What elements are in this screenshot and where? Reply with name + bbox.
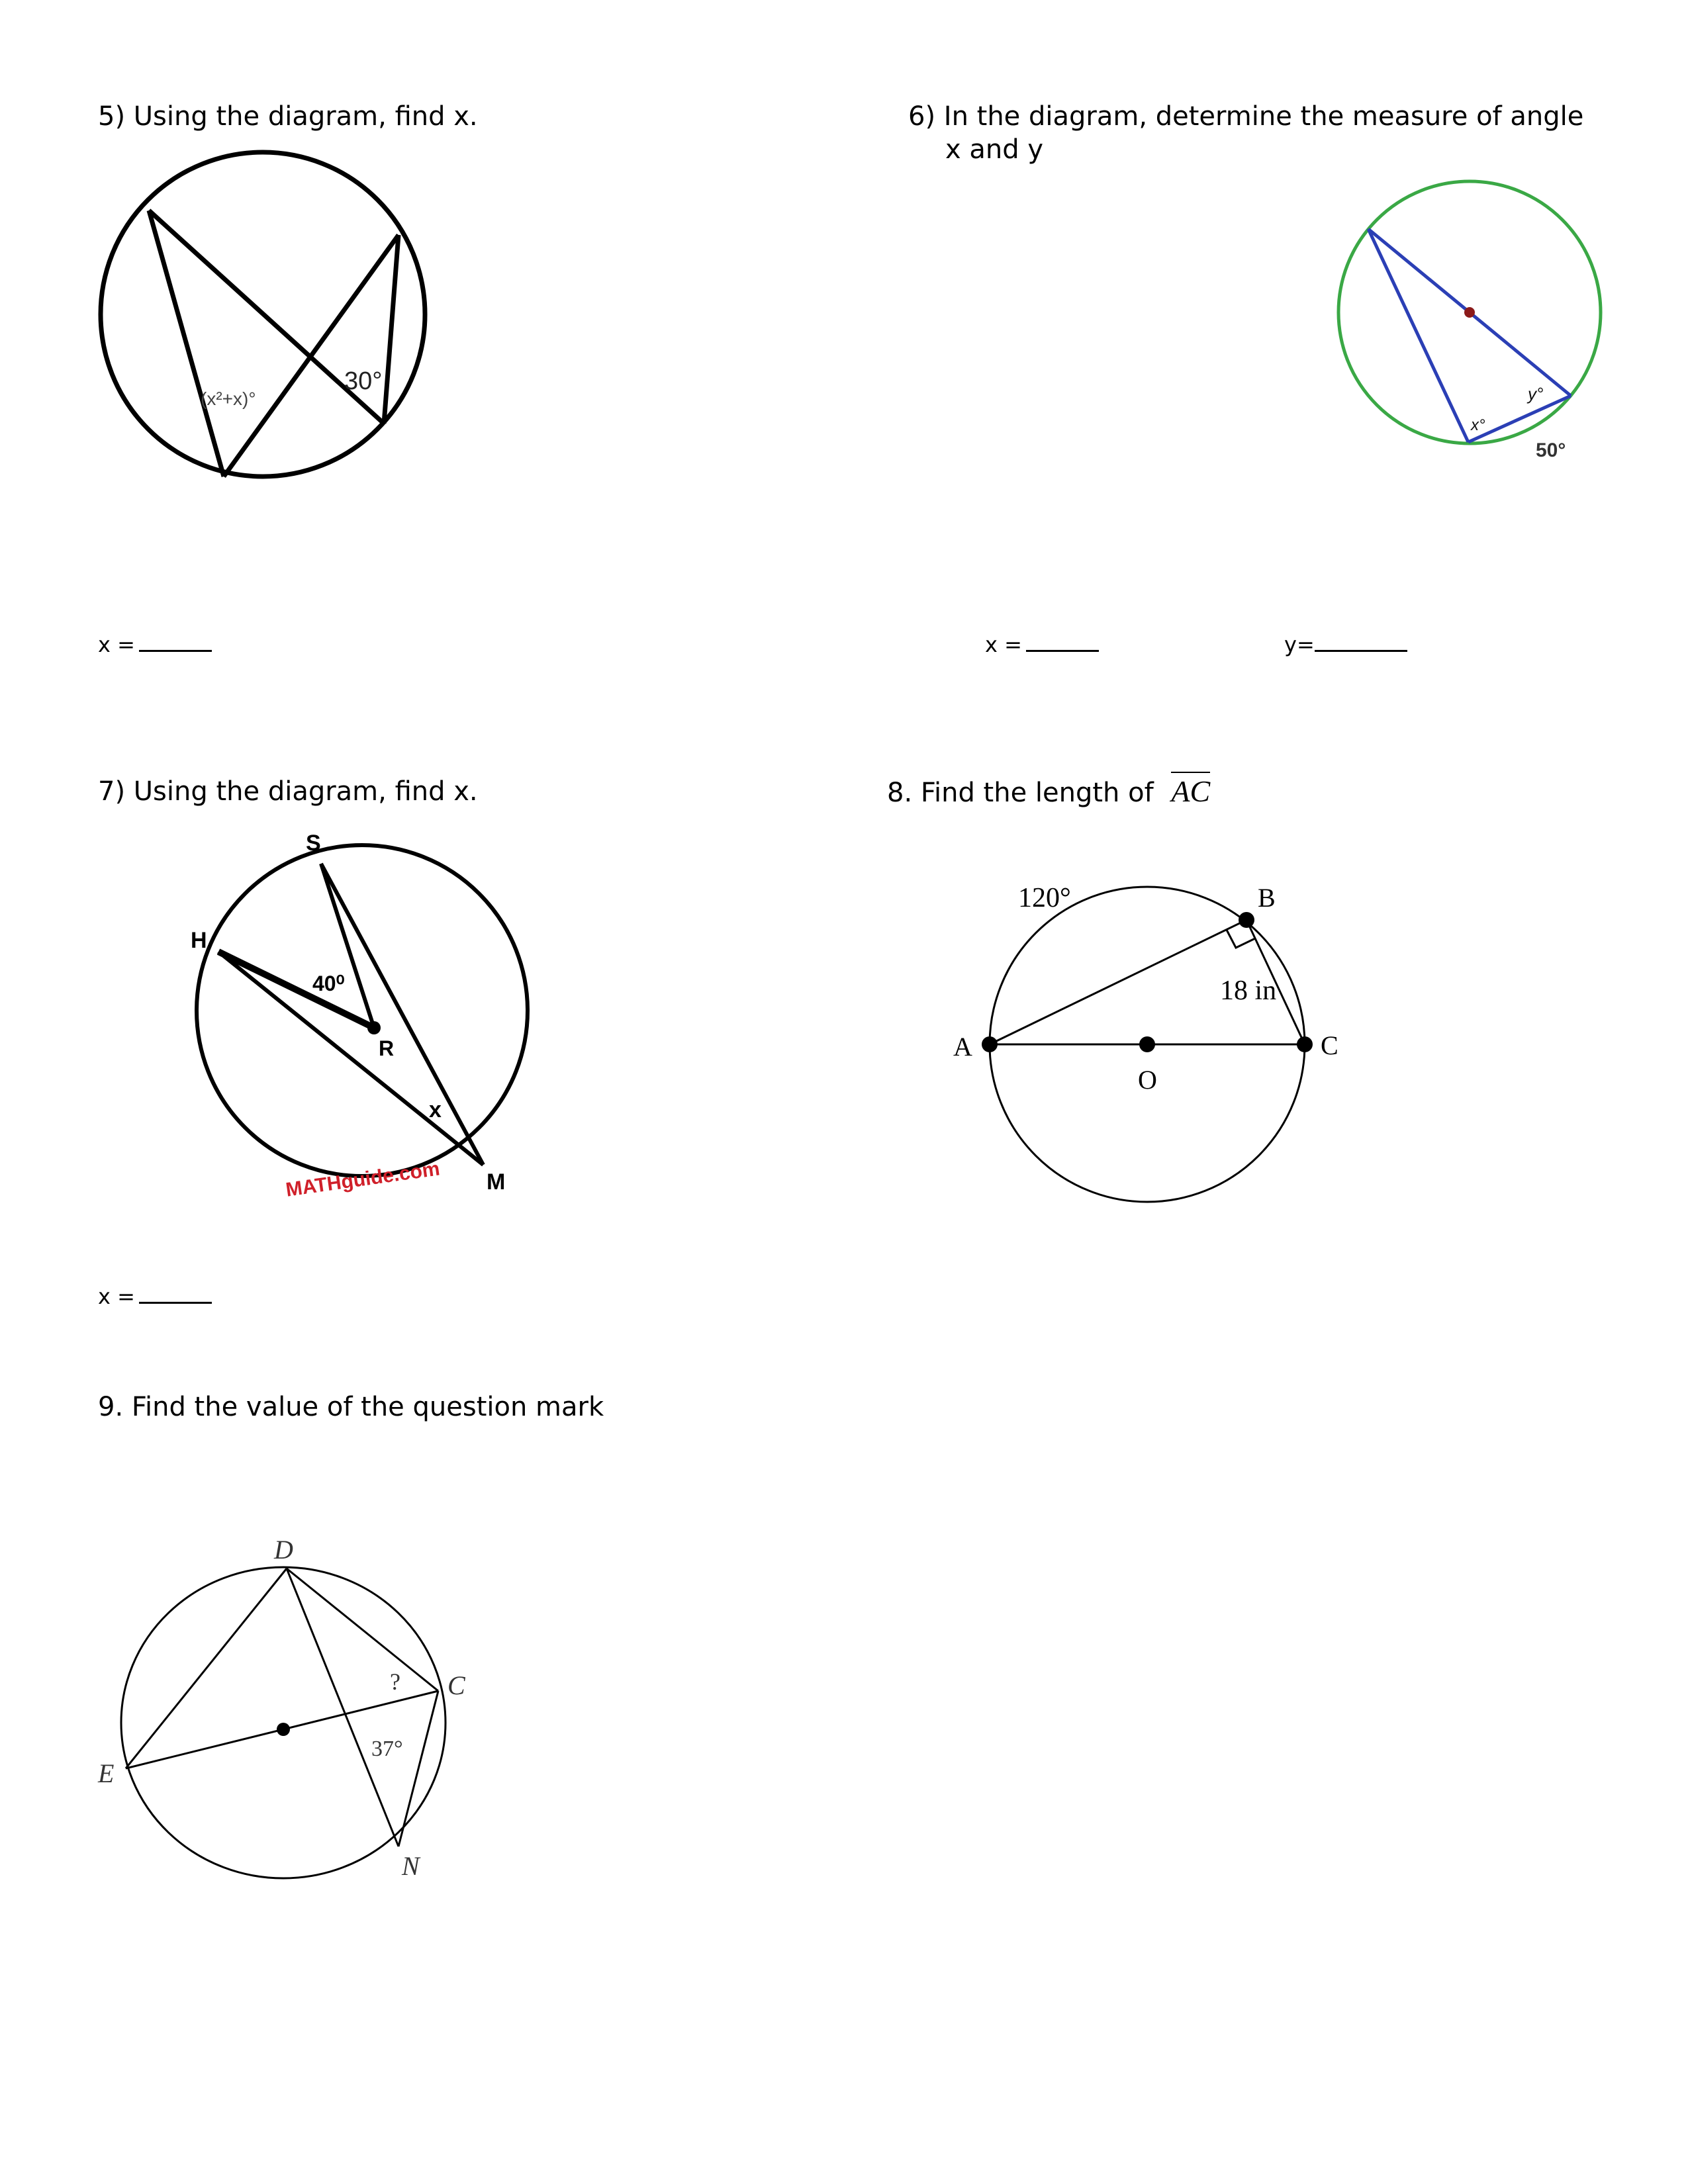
q9-chord-DC: [287, 1569, 438, 1691]
q8-label-arc: 120°: [1018, 883, 1071, 913]
q5-answer[interactable]: [98, 632, 212, 657]
q7-watermark: MATHguide.com: [284, 1158, 442, 1201]
q8-prompt-text: 8. Find the length of: [887, 778, 1154, 808]
q8-label-O: O: [1138, 1065, 1157, 1095]
q8-point-B: [1239, 912, 1254, 928]
q5-chord-3: [224, 235, 399, 477]
q9-chord-DE: [126, 1569, 287, 1768]
q6-center-dot: [1464, 307, 1475, 318]
q8-chord-BC: [1246, 920, 1305, 1044]
q6-label-x: x°: [1471, 416, 1485, 434]
q5-chord-4: [384, 235, 399, 424]
q7-circle: [197, 845, 528, 1176]
q8-chord-AB: [990, 920, 1246, 1044]
q9-circle: [121, 1567, 445, 1878]
q6-side-left: [1368, 229, 1468, 442]
q6-answer-x-label: x =: [985, 632, 1022, 657]
q8-label-C: C: [1321, 1030, 1338, 1060]
q5-chord-2: [149, 210, 384, 424]
q7-label-R: R: [379, 1036, 395, 1060]
q9-center-dot: [277, 1723, 290, 1736]
q6-answer-y-label: y=: [1284, 632, 1315, 657]
q7-label-S: S: [306, 831, 321, 856]
q9-label-q: ?: [390, 1668, 400, 1695]
q6-label-y: y°: [1528, 384, 1544, 404]
q5-prompt: 5) Using the diagram, find x.: [98, 101, 478, 132]
q8-label-B: B: [1258, 883, 1276, 913]
q5-answer-blank[interactable]: [139, 646, 212, 652]
q7-answer[interactable]: [98, 1284, 212, 1309]
q6-answer-x[interactable]: [985, 632, 1099, 657]
q8-point-C: [1297, 1036, 1313, 1052]
q7-segment-SR: [321, 864, 374, 1028]
q9-diameter-EC: [126, 1691, 438, 1768]
q6-answer-y-blank[interactable]: [1315, 646, 1407, 652]
q7-label-H: H: [191, 928, 207, 953]
q9-prompt: 9. Find the value of the question mark: [98, 1392, 604, 1422]
q8-label-length: 18 in: [1220, 976, 1277, 1006]
q8-segment: AC: [1171, 772, 1210, 808]
q9-chord-DN: [287, 1569, 399, 1846]
q5-chord-1: [149, 210, 224, 477]
q8-right-angle-mark: [1227, 930, 1255, 948]
q5-label-expr: (x²+x)°: [201, 388, 256, 409]
q7-answer-blank[interactable]: [139, 1298, 212, 1304]
q8-circle: [990, 887, 1305, 1202]
q9-chord-CN: [399, 1691, 438, 1846]
q7-label-x: x: [429, 1097, 442, 1122]
q8-label-A: A: [953, 1032, 972, 1062]
q7-chord-SM: [321, 864, 483, 1165]
q6-answer-y[interactable]: [1284, 632, 1407, 657]
q9-label-D: D: [274, 1535, 293, 1565]
q6-side-diameter: [1368, 229, 1571, 396]
q6-answer-x-blank[interactable]: [1026, 646, 1099, 652]
q7-label-M: M: [487, 1169, 506, 1195]
q5-answer-label: x =: [98, 632, 135, 657]
q9-label-C: C: [447, 1670, 465, 1700]
q6-circle: [1338, 181, 1601, 443]
q5-circle: [101, 152, 425, 477]
q7-chord-HM: [218, 952, 483, 1165]
q7-label-angle: 40⁰: [312, 972, 345, 995]
q8-point-A: [982, 1036, 998, 1052]
q7-segment-HR: [218, 952, 374, 1028]
q5-label-angle: 30°: [344, 367, 383, 395]
q6-label-arc: 50°: [1536, 439, 1566, 461]
q6-prompt-line1: 6) In the diagram, determine the measure of angle: [908, 101, 1584, 132]
q7-prompt: 7) Using the diagram, find x.: [98, 776, 478, 807]
q6-side-bottom: [1468, 396, 1571, 442]
q8-prompt: [887, 774, 1210, 810]
q8-point-O: [1139, 1036, 1155, 1052]
q7-answer-label: x =: [98, 1284, 135, 1309]
q6-prompt-line2: x and y: [945, 134, 1044, 165]
q9-label-angle: 37°: [371, 1737, 403, 1761]
q9-label-E: E: [98, 1758, 115, 1788]
q7-center-dot: [367, 1021, 381, 1034]
q9-label-N: N: [402, 1851, 420, 1881]
